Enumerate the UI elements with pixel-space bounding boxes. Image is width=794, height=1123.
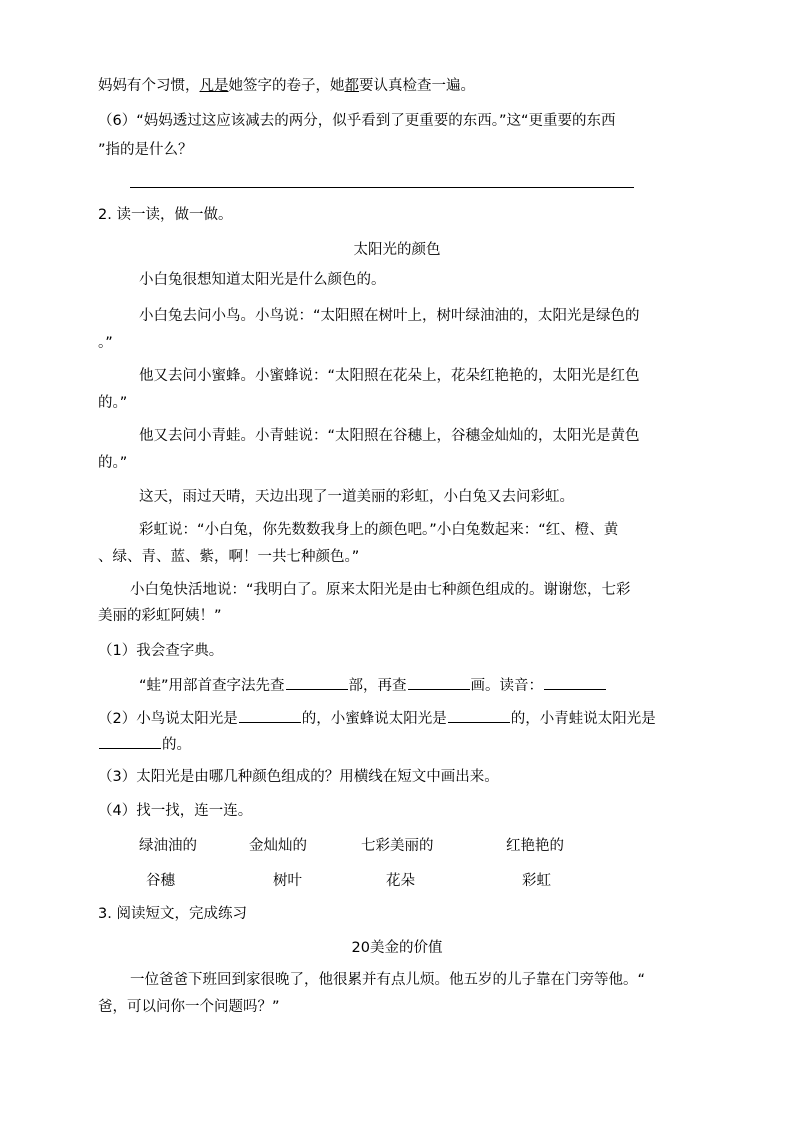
q2-item1-text-b: 部，再查 xyxy=(348,678,407,694)
q2-item3: （3）太阳光是由哪几种颜色组成的？用横线在短文中画出来。 xyxy=(98,769,499,785)
q2-p7-line2: 美丽的彩虹阿姨！” xyxy=(98,608,222,624)
q2-p2-line1: 小白兔去问小鸟。小鸟说：“太阳照在树叶上，树叶绿油油的，太阳光是绿色的 xyxy=(139,308,640,324)
q2-item2-line2 xyxy=(98,734,191,755)
q1-habit-line xyxy=(98,76,475,96)
q1-item6-line2: ”指的是什么？ xyxy=(98,142,193,158)
q2-p3-line2: 的。” xyxy=(98,395,128,411)
match-bottom-2[interactable]: 树叶 xyxy=(273,873,302,889)
q2-p2-line2: 。” xyxy=(98,335,113,351)
q2-item2-text-c: 的，小青蛙说太阳光是 xyxy=(510,711,656,727)
frog-color-blank[interactable] xyxy=(99,734,161,749)
match-bottom-1[interactable]: 谷穗 xyxy=(146,873,175,889)
stroke-count-blank[interactable] xyxy=(408,675,470,690)
match-top-2[interactable]: 金灿灿的 xyxy=(249,838,307,854)
q2-p6-line2: 、绿、青、蓝、紫，啊！一共七种颜色。” xyxy=(98,549,360,565)
q2-p5: 这天，雨过天晴，天边出现了一道美丽的彩虹，小白兔又去问彩虹。 xyxy=(139,489,574,505)
q2-item2-text-d: 的。 xyxy=(162,737,191,753)
q2-item4: （4）找一找，连一连。 xyxy=(98,803,253,819)
q3-heading: 3. 阅读短文，完成练习 xyxy=(98,906,247,922)
match-top-4[interactable]: 红艳艳的 xyxy=(506,838,564,854)
q2-heading: 2. 读一读，做一做。 xyxy=(98,207,233,223)
q3-passage-title: 20美金的价值 xyxy=(351,940,443,956)
bird-color-blank[interactable] xyxy=(239,708,301,723)
q1-item6-answer-line[interactable] xyxy=(130,187,634,188)
match-bottom-4[interactable]: 彩虹 xyxy=(522,873,551,889)
q1-habit-post: 要认真检查一遍。 xyxy=(359,78,475,94)
q1-habit-underlined-2: 都 xyxy=(344,78,359,94)
q2-item1-text-c: 画。读音： xyxy=(470,678,544,694)
q2-item1: （1）我会查字典。 xyxy=(98,643,224,659)
q1-habit-mid: 她签字的卷子，她 xyxy=(228,78,345,94)
q2-p4-line1: 他又去问小青蛙。小青蛙说：“太阳照在谷穗上，谷穗金灿灿的，太阳光是黄色 xyxy=(139,428,640,444)
q2-p1: 小白兔很想知道太阳光是什么颜色的。 xyxy=(139,272,386,288)
q1-habit-underlined-1: 凡是 xyxy=(199,78,229,94)
q2-item2-text-b: 的，小蜜蜂说太阳光是 xyxy=(301,711,447,727)
q2-item1-dictionary-line xyxy=(139,675,607,696)
pronunciation-blank[interactable] xyxy=(544,675,606,690)
q2-p6-line1: 彩虹说：“小白兔，你先数数我身上的颜色吧。”小白兔数起来：“红、橙、黄 xyxy=(139,522,619,538)
match-bottom-3[interactable]: 花朵 xyxy=(386,873,415,889)
match-top-1[interactable]: 绿油油的 xyxy=(139,838,197,854)
q2-item1-text-a: “蛙”用部首查字法先查 xyxy=(139,678,285,694)
q2-p3-line1: 他又去问小蜜蜂。小蜜蜂说：“太阳照在花朵上，花朵红艳艳的，太阳光是红色 xyxy=(139,368,640,384)
q1-habit-pre: 妈妈有个习惯， xyxy=(98,78,200,94)
q2-p7-line1: 小白兔快活地说：“我明白了。原来太阳光是由七种颜色组成的。谢谢您，七彩 xyxy=(130,582,631,598)
q2-item2-text-a: （2）小鸟说太阳光是 xyxy=(98,711,238,727)
q2-p4-line2: 的。” xyxy=(98,455,128,471)
q2-passage-title: 太阳光的颜色 xyxy=(353,242,441,258)
q2-item2-line1 xyxy=(98,708,656,729)
radical-blank[interactable] xyxy=(286,675,348,690)
bee-color-blank[interactable] xyxy=(448,708,510,723)
match-top-3[interactable]: 七彩美丽的 xyxy=(361,838,434,854)
q3-p1-line1: 一位爸爸下班回到家很晚了，他很累并有点儿烦。他五岁的儿子靠在门旁等他。“ xyxy=(130,972,646,988)
q1-item6-line1: （6）“妈妈透过这应该减去的两分，似乎看到了更重要的东西。”这“更重要的东西 xyxy=(98,113,616,129)
q3-p1-line2: 爸，可以问你一个问题吗？” xyxy=(98,999,280,1015)
